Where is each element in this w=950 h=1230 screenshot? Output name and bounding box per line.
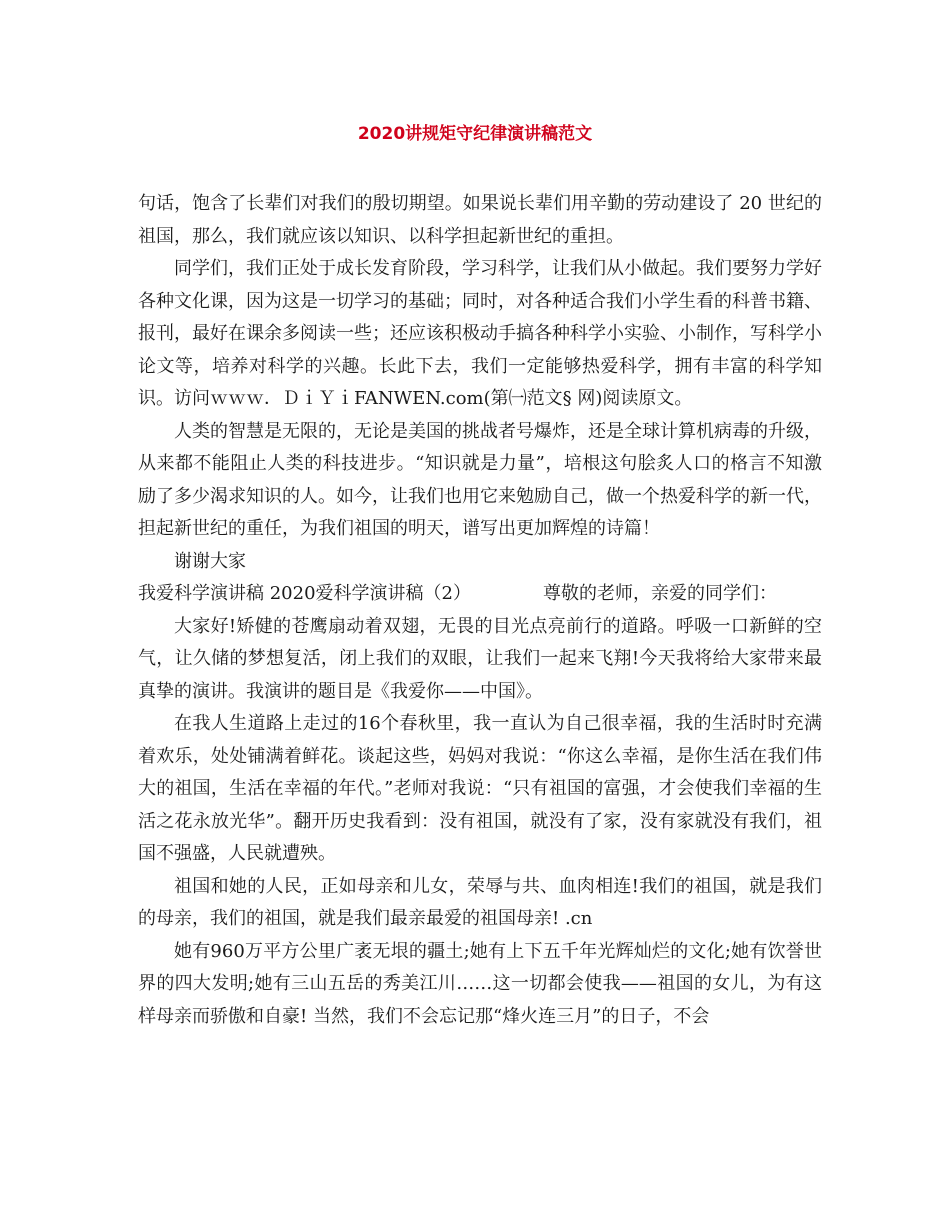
document-body bbox=[138, 188, 822, 1033]
paragraph: 大家好!矫健的苍鹰扇动着双翅，无畏的目光点亮前行的道路。呼吸一口新鲜的空气，让久储的梦想复活，闭上我们的双眼，让我们一起来飞翔!今天我将给大家带来最真挚的演讲。我演讲的题目是《我爱你——中国》。 bbox=[138, 615, 822, 702]
paragraph: 在我人生道路上走过的16个春秋里，我一直认为自己很幸福，我的生活时时充满着欢乐，处处铺满着鲜花。谈起这些，妈妈对我说：“你这么幸福，是你生活在我们伟大的祖国，生活在幸福的年代。”老师对我说：“只有祖国的富强，才会使我们幸福的生活之花永放光华”。翻开历史我看到：没有祖国，就没有了家，没有家就没有我们，祖国不强盛，人民就遭殃。 bbox=[138, 713, 822, 864]
paragraph: 同学们，我们正处于成长发育阶段，学习科学，让我们从小做起。我们要努力学好各种文化课，因为这是一切学习的基础；同时，对各种适合我们小学生看的科普书籍、报刊，最好在课余多阅读一些；还应该积极动手搞各种科学小实验、小制作，写科学小论文等，培养对科学的兴趣。长此下去，我们一定能够热爱科学，拥有丰富的科学知识。访问ｗｗｗ．ＤｉＹｉFANWEN.com(第㈠范文§ 网)阅读原文。 bbox=[138, 258, 822, 409]
speech-heading-line bbox=[138, 578, 822, 611]
speech-heading: 我爱科学演讲稿 2020爱科学演讲稿（2） bbox=[138, 583, 471, 604]
paragraph: 人类的智慧是无限的，无论是美国的挑战者号爆炸，还是全球计算机病毒的升级，从来都不能阻止人类的科技进步。“知识就是力量”，培根这句脍炙人口的格言不知激励了多少渴求知识的人。如今，让我们也用它来勉励自己，做一个热爱科学的新一代，担起新世纪的重任，为我们祖国的明天，谱写出更加辉煌的诗篇！ bbox=[138, 420, 822, 539]
paragraph: 谢谢大家 bbox=[174, 550, 246, 572]
paragraph: 祖国和她的人民，正如母亲和儿女，荣辱与共、血肉相连!我们的祖国，就是我们的母亲，我们的祖国，就是我们最亲最爱的祖国母亲! .cn bbox=[138, 875, 822, 929]
speech-salutation: 尊敬的老师，亲爱的同学们： bbox=[542, 583, 777, 604]
page-title: 2020讲规矩守纪律演讲稿范文 bbox=[357, 124, 593, 144]
paragraph: 句话，饱含了长辈们对我们的殷切期望。如果说长辈们用辛勤的劳动建设了 20 世纪的祖国，那么，我们就应该以知识、以科学担起新世纪的重担。 bbox=[138, 193, 822, 247]
paragraph: 她有960万平方公里广袤无垠的疆土;她有上下五千年光辉灿烂的文化;她有饮誉世界的四大发明;她有三山五岳的秀美江川……这一切都会使我——祖国的女儿，为有这样母亲而骄傲和自豪! 当然，我们不会忘记那“烽火连三月”的日子，不会 bbox=[138, 940, 822, 1027]
